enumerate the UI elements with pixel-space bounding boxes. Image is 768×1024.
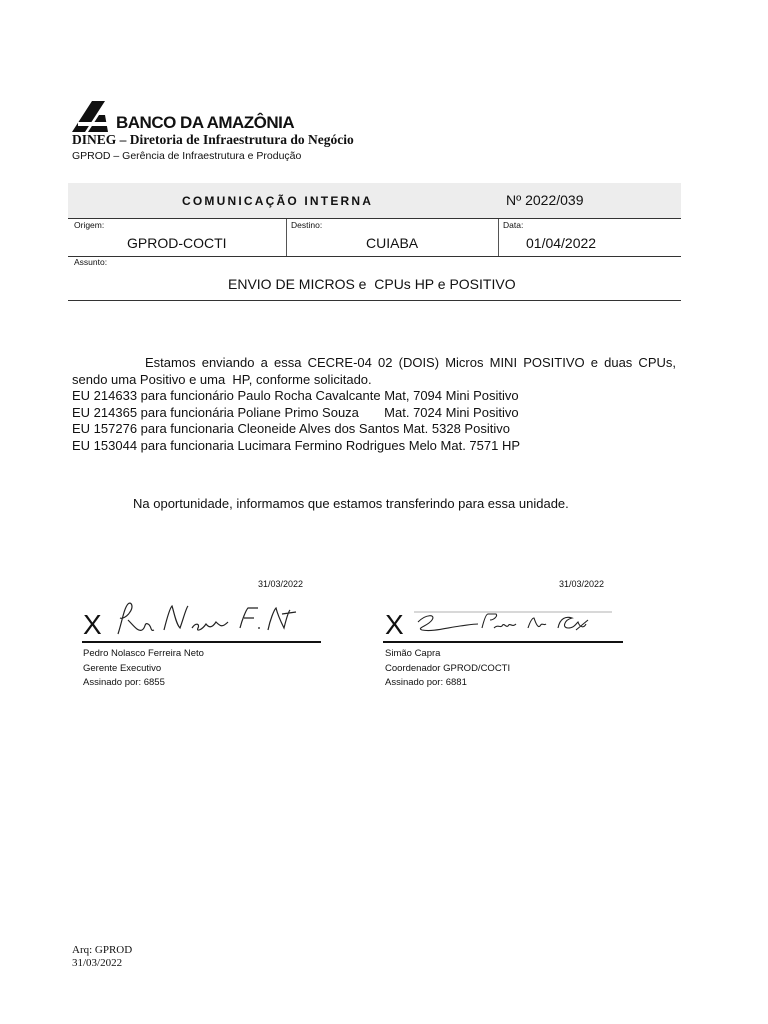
memo-note: Na oportunidade, informamos que estamos transferindo para essa unidade. xyxy=(133,496,569,511)
signer-role: Coordenador GPROD/COCTI xyxy=(385,662,511,674)
signature-mark: X xyxy=(83,609,102,640)
origin-label: Origem: xyxy=(74,220,105,230)
directorate-title: DINEG – Diretoria de Infraestrutura do Negócio xyxy=(72,132,354,147)
archive-reference: Arq: GPROD xyxy=(72,944,133,956)
table-column-divider xyxy=(286,219,287,256)
equipment-line: EU 214365 para funcionária Poliane Primo Souza Mat. 7024 Mini Positivo xyxy=(72,404,519,420)
memo-paragraph: Estamos enviando a essa CECRE-04 02 (DOIS) Micros MINI POSITIVO e duas CPUs, sendo uma Positivo e uma HP, conforme solicitado. xyxy=(72,355,680,387)
header-band xyxy=(68,183,681,218)
equipment-line: EU 153044 para funcionaria Lucimara Fermino Rodrigues Melo Mat. 7571 HP xyxy=(72,437,521,453)
archive-footer xyxy=(72,944,132,969)
signer-id: Assinado por: 6881 xyxy=(385,677,467,688)
signer-block xyxy=(83,647,204,691)
signature-date: 31/03/2022 xyxy=(559,579,605,589)
equipment-line: EU 157276 para funcionaria Cleoneide Alves dos Santos Mat. 5328 Positivo xyxy=(72,421,510,436)
bank-name: BANCO DA AMAZÔNIA xyxy=(116,113,295,132)
handwritten-signature-icon xyxy=(112,598,297,640)
document-number: Nº 2022/039 xyxy=(506,192,584,208)
document-title: COMUNICAÇÃO INTERNA xyxy=(182,194,374,208)
memo-body xyxy=(72,355,680,454)
origin-value: GPROD-COCTI xyxy=(127,235,227,251)
signer-name: Simão Capra xyxy=(385,648,441,659)
handwritten-signature-icon xyxy=(412,606,614,640)
destination-value: CUIABA xyxy=(366,235,419,251)
archive-date: 31/03/2022 xyxy=(72,956,123,969)
signature-mark: X xyxy=(385,609,404,640)
subject-value: ENVIO DE MICROS e CPUs HP e POSITIVO xyxy=(228,276,516,292)
signer-block xyxy=(385,647,510,691)
date-label: Data: xyxy=(503,220,524,230)
bank-logo xyxy=(72,100,372,134)
date-value: 01/04/2022 xyxy=(526,235,597,251)
table-divider xyxy=(68,300,681,301)
table-column-divider xyxy=(498,219,499,256)
equipment-line: EU 214633 para funcionário Paulo Rocha Cavalcante Mat, 7094 Mini Positivo xyxy=(72,388,519,403)
table-divider xyxy=(68,256,681,257)
signature-date: 31/03/2022 xyxy=(258,579,304,589)
signer-role: Gerente Executivo xyxy=(83,662,162,674)
table-divider xyxy=(68,218,681,219)
signer-name: Pedro Nolasco Ferreira Neto xyxy=(83,648,204,659)
department-subtitle: GPROD – Gerência de Infraestrutura e Produção xyxy=(72,150,302,162)
signature-line xyxy=(383,641,623,643)
signer-id: Assinado por: 6855 xyxy=(83,677,165,688)
signature-line xyxy=(82,641,321,643)
subject-label: Assunto: xyxy=(74,257,108,267)
destination-label: Destino: xyxy=(291,220,323,230)
bank-logo-mark-icon xyxy=(72,100,116,134)
